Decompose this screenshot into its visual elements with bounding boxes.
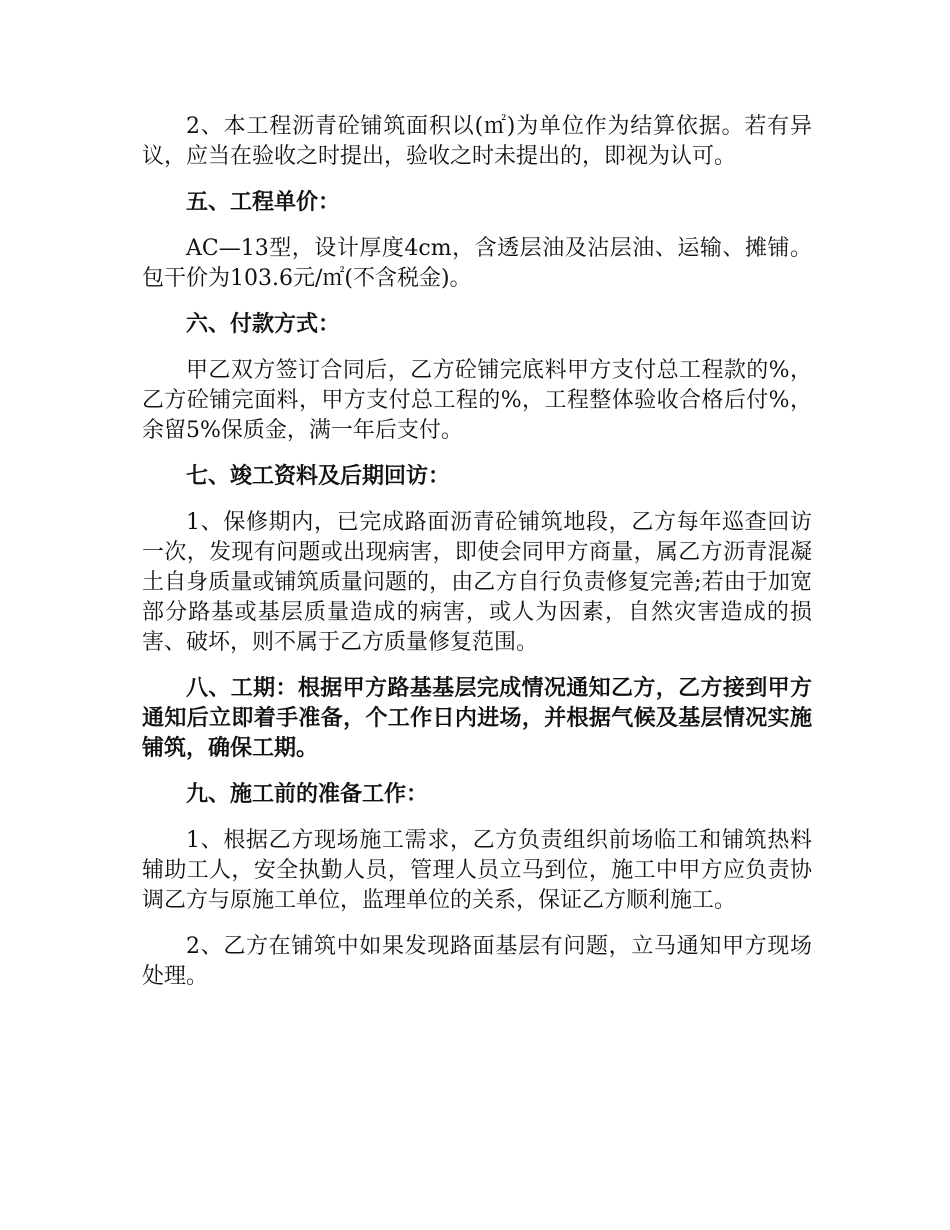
paragraph-payment-method: 甲乙双方签订合同后，乙方砼铺完底料甲方支付总工程款的%，乙方砼铺完面料，甲方支付总工程的%，工程整体验收合格后付%，余留5%保质金，满一年后支付。 [142, 358, 812, 443]
document-page [142, 112, 812, 1008]
heading-unit-price: 五、工程单价： [186, 190, 341, 215]
paragraph-unit-price: AC—13型，设计厚度4cm，含透层油及沾层油、运输、摊铺。包干价为103.6元/㎡(不含税金)。 [142, 236, 812, 291]
paragraph-preparation-2: 2、乙方在铺筑中如果发现路面基层有问题，立马通知甲方现场处理。 [142, 934, 812, 989]
paragraph-settlement-basis: 2、本工程沥青砼铺筑面积以(㎡)为单位作为结算依据。若有异议，应当在验收之时提出，验收之时未提出的，即视为认可。 [142, 114, 812, 169]
heading-preparation: 九、施工前的准备工作： [186, 782, 429, 807]
heading-schedule: 八、工期：根据甲方路基基层完成情况通知乙方，乙方接到甲方通知后立即着手准备，个工作日内进场，并根据气候及基层情况实施铺筑，确保工期。 [142, 676, 812, 761]
heading-payment-method: 六、付款方式： [186, 312, 341, 337]
heading-completion-followup: 七、竣工资料及后期回访： [186, 464, 451, 489]
paragraph-preparation-1: 1、根据乙方现场施工需求，乙方负责组织前场临工和铺筑热料辅助工人，安全执勤人员，管理人员立马到位，施工中甲方应负责协调乙方与原施工单位，监理单位的关系，保证乙方顺利施工。 [142, 828, 812, 913]
paragraph-warranty: 1、保修期内，已完成路面沥青砼铺筑地段，乙方每年巡查回访一次，发现有问题或出现病害，即使会同甲方商量，属乙方沥青混凝土自身质量或铺筑质量问题的，由乙方自行负责修复完善;若由于加宽部分路基或基层质量造成的病害，或人为因素，自然灾害造成的损害、破坏，则不属于乙方质量修复范围。 [142, 510, 812, 655]
